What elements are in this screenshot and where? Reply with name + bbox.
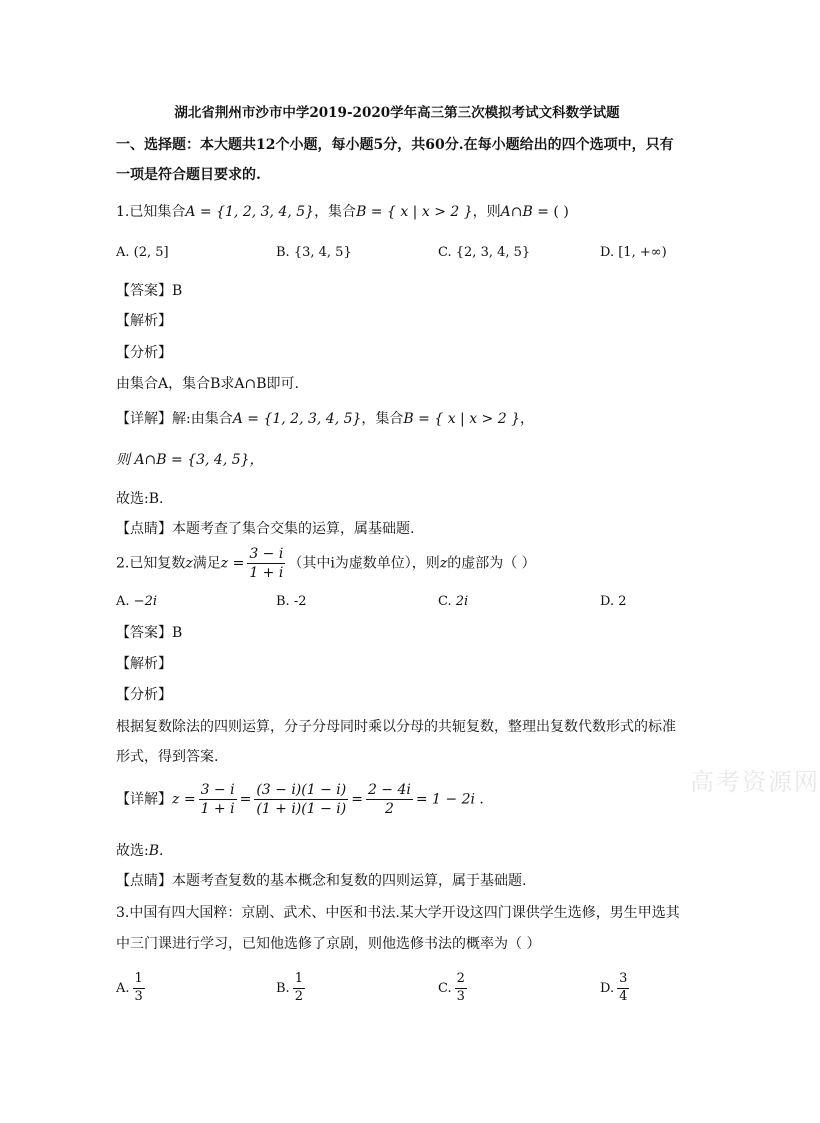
- watermark: 高考资源网: [690, 768, 820, 796]
- q3-option-b: B. $\frac{1}{2}$: [276, 971, 303, 1004]
- q1-option-a: A. (2, 5]: [116, 245, 169, 260]
- q2-answer: 【答案】B: [116, 625, 183, 641]
- q1-result: 则 A∩B = {3, 4, 5}，: [116, 452, 264, 468]
- q1-option-c: C. {2, 3, 4, 5}: [438, 245, 531, 260]
- q2-fraction: $\frac{3 - i}{1 + i}$: [249, 546, 284, 582]
- q2-option-c: C. 2i: [438, 594, 469, 609]
- q3-stem-line2: 中三门课进行学习，已知他选修了京剧，则他选修书法的概率为（ ）: [116, 936, 541, 952]
- q1-fenxi-label: 【分析】: [116, 345, 172, 361]
- q1-comment: 【点睛】本题考查了集合交集的运算，属基础题.: [116, 521, 415, 537]
- q1-option-b: B. {3, 4, 5}: [276, 245, 352, 260]
- q3-option-a: A. $\frac{1}{3}$: [116, 971, 143, 1004]
- q1-analysis-label: 【解析】: [116, 313, 172, 329]
- q2-detail: 【详解】z = $\frac{3 - i}{1 + i}$ = $\frac{(3 - i)(1 - i)}{(1 + i)(1 - i)}$ = $\frac{2 - 4i}{2}$ = 1 − 2i .: [116, 782, 484, 818]
- q2-choice: 故选:B.: [116, 843, 164, 859]
- q2-fenxi-line1: 根据复数除法的四则运算，分子分母同时乘以分母的共轭复数，整理出复数代数形式的标准: [116, 719, 676, 735]
- document-title: 湖北省荆州市沙市中学2019-2020学年高三第三次模拟考试文科数学试题: [174, 105, 620, 121]
- section-heading-line2: 一项是符合题目要求的.: [116, 167, 261, 183]
- q3-stem-line1: 3.中国有四大国粹：京剧、武术、中医和书法.某大学开设这四门课供学生选修，男生甲选其: [116, 905, 680, 921]
- q2-option-d: D. 2: [600, 594, 627, 609]
- q2-option-a: A. −2i: [116, 594, 157, 609]
- q2-comment: 【点睛】本题考查复数的基本概念和复数的四则运算，属于基础题.: [116, 873, 527, 889]
- section-heading-line1: 一、选择题：本大题共12个小题，每小题5分，共60分.在每小题给出的四个选项中，只有: [116, 137, 674, 153]
- set-b: B = { x | x > 2 }: [356, 204, 473, 220]
- q2-fenxi-line2: 形式，得到答案.: [116, 749, 219, 765]
- question-1-stem: 1.已知集合A = {1, 2, 3, 4, 5}，集合B = { x | x > 2 }，则A∩B = ( ): [116, 204, 569, 220]
- set-a: A = {1, 2, 3, 4, 5}: [185, 204, 315, 220]
- q1-answer: 【答案】B: [116, 283, 183, 299]
- intersection: A∩B: [500, 204, 533, 220]
- q3-option-d: D. $\frac{3}{4}$: [600, 971, 628, 1004]
- q2-fenxi-label: 【分析】: [116, 687, 172, 703]
- q1-fenxi-text: 由集合A，集合B求A∩B即可.: [116, 376, 299, 392]
- q2-option-b: B. -2: [276, 594, 307, 609]
- q1-detail: 【详解】解:由集合A = {1, 2, 3, 4, 5}，集合B = { x | x > 2 }，: [116, 411, 535, 427]
- q1-choice: 故选:B.: [116, 491, 164, 507]
- q3-option-c: C. $\frac{2}{3}$: [438, 971, 465, 1004]
- q1-option-d: D. [1, +∞): [600, 245, 667, 260]
- question-2-stem: 2.已知复数z满足z = $\frac{3 - i}{1 + i}$ （其中i为虚数单位），则z的虚部为（ ）: [116, 546, 536, 582]
- q2-analysis-label: 【解析】: [116, 656, 172, 672]
